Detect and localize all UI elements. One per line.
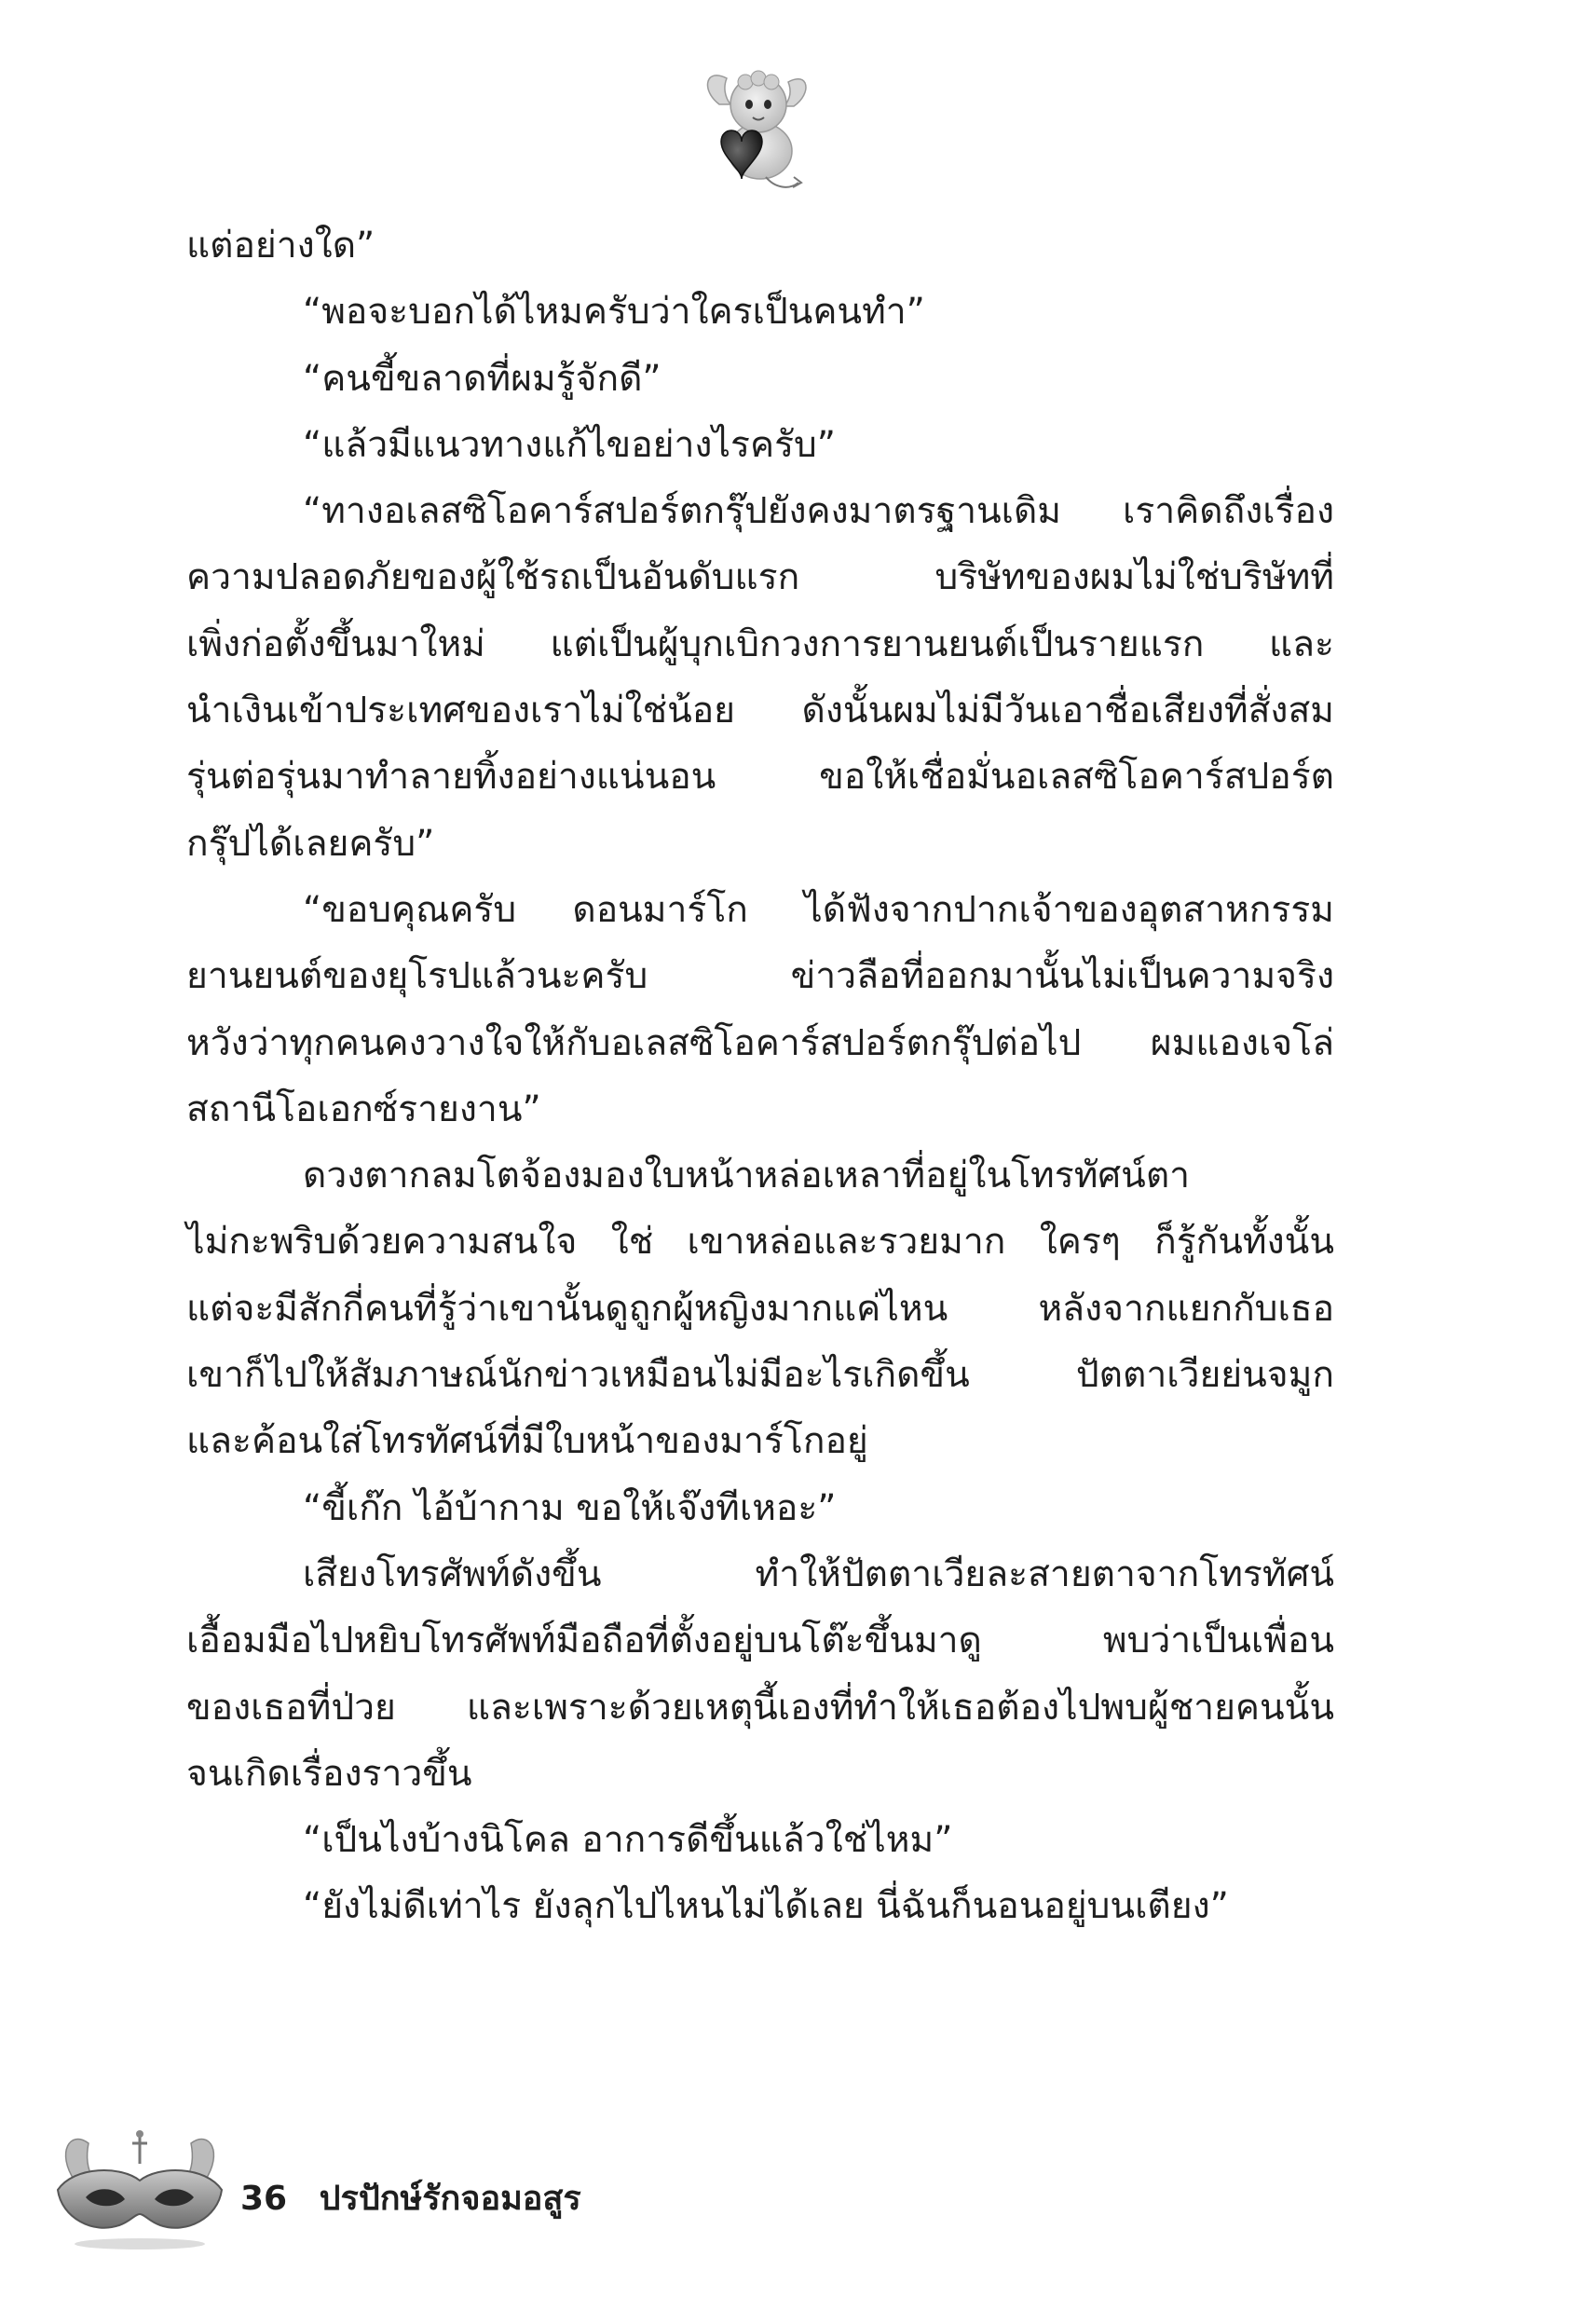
text-line: หวังว่าทุกคนคงวางใจให้กับอเลสซิโอคาร์สปอร์ตกรุ๊ปต่อไป ผมแองเจโล่	[186, 1021, 1334, 1064]
text-line: แต่อย่างใด”	[186, 225, 375, 267]
text-line: เขาก็ไปให้สัมภาษณ์นักข่าวเหมือนไม่มีอะไรเกิดขึ้น ปัตตาเวียย่นจมูก	[186, 1354, 1334, 1397]
page-number: 36	[240, 2180, 288, 2218]
masquerade-mask-icon	[47, 2125, 233, 2255]
text-line: เอื้อมมือไปหยิบโทรศัพท์มือถือที่ตั้งอยู่บนโต๊ะขึ้นมาดู พบว่าเป็นเพื่อน	[186, 1620, 1334, 1662]
text-line: “ขอบคุณครับ ดอนมาร์โก ได้ฟังจากปากเจ้าของอุตสาหกรรม	[303, 888, 1334, 931]
text-line: “พอจะบอกได้ไหมครับว่าใครเป็นคนทำ”	[303, 291, 925, 334]
text-line: และค้อนใส่โทรทัศน์ที่มีใบหน้าของมาร์โกอยู่	[186, 1420, 868, 1463]
text-line: “ขี้เก๊ก ไอ้บ้ากาม ขอให้เจ๊งทีเหอะ”	[303, 1486, 837, 1529]
text-line: เสียงโทรศัพท์ดังขึ้น ทำให้ปัตตาเวียละสายตาจากโทรทัศน์	[303, 1552, 1334, 1595]
text-line: ของเธอที่ป่วย และเพราะด้วยเหตุนี้เองที่ทำให้เธอต้องไปพบผู้ชายคนนั้น	[186, 1686, 1334, 1729]
running-title: ปรปักษ์รักจอมอสูร	[319, 2180, 581, 2218]
text-line: “เป็นไงบ้างนิโคล อาการดีขึ้นแล้วใช่ไหม”	[303, 1819, 953, 1862]
footer-label	[240, 2171, 581, 2224]
text-line: กรุ๊ปได้เลยครับ”	[186, 822, 435, 865]
text-line: เพิ่งก่อตั้งขึ้นมาใหม่ แต่เป็นผู้บุกเบิกวงการยานยนต์เป็นรายแรก และ	[186, 622, 1334, 665]
cupid-with-heart-icon	[701, 58, 812, 198]
text-line: สถานีโอเอกซ์รายงาน”	[186, 1087, 541, 1130]
text-line: “คนขี้ขลาดที่ผมรู้จักดี”	[303, 357, 662, 400]
text-line: จนเกิดเรื่องราวขึ้น	[186, 1752, 472, 1795]
text-line: แต่จะมีสักกี่คนที่รู้ว่าเขานั้นดูถูกผู้หญิงมากแค่ไหน หลังจากแยกกับเธอ	[186, 1287, 1334, 1330]
text-line: ดวงตากลมโตจ้องมองใบหน้าหล่อเหลาที่อยู่ในโทรทัศน์ตา	[303, 1155, 1191, 1197]
page-footer	[47, 2125, 699, 2255]
text-line: “แล้วมีแนวทางแก้ไขอย่างไรครับ”	[303, 423, 836, 466]
text-line: ความปลอดภัยของผู้ใช้รถเป็นอันดับแรก บริษัทของผมไม่ใช่บริษัทที่	[186, 556, 1334, 599]
text-line: ไม่กะพริบด้วยความสนใจ ใช่ เขาหล่อและรวยมาก ใครๆ ก็รู้กันทั้งนั้น	[186, 1221, 1334, 1264]
text-line: “ทางอเลสซิโอคาร์สปอร์ตกรุ๊ปยังคงมาตรฐานเดิม เราคิดถึงเรื่อง	[303, 490, 1334, 533]
text-line: นำเงินเข้าประเทศของเราไม่ใช่น้อย ดังนั้นผมไม่มีวันเอาชื่อเสียงที่สั่งสม	[186, 690, 1334, 732]
body-text	[186, 212, 1334, 1940]
text-line: รุ่นต่อรุ่นมาทำลายทิ้งอย่างแน่นอน ขอให้เชื่อมั่นอเลสซิโอคาร์สปอร์ต	[186, 756, 1334, 799]
text-line: “ยังไม่ดีเท่าไร ยังลุกไปไหนไม่ได้เลย นี่ฉันก็นอนอยู่บนเตียง”	[303, 1885, 1229, 1928]
text-line: ยานยนต์ของยุโรปแล้วนะครับ ข่าวลือที่ออกมานั้นไม่เป็นความจริง	[186, 955, 1334, 998]
